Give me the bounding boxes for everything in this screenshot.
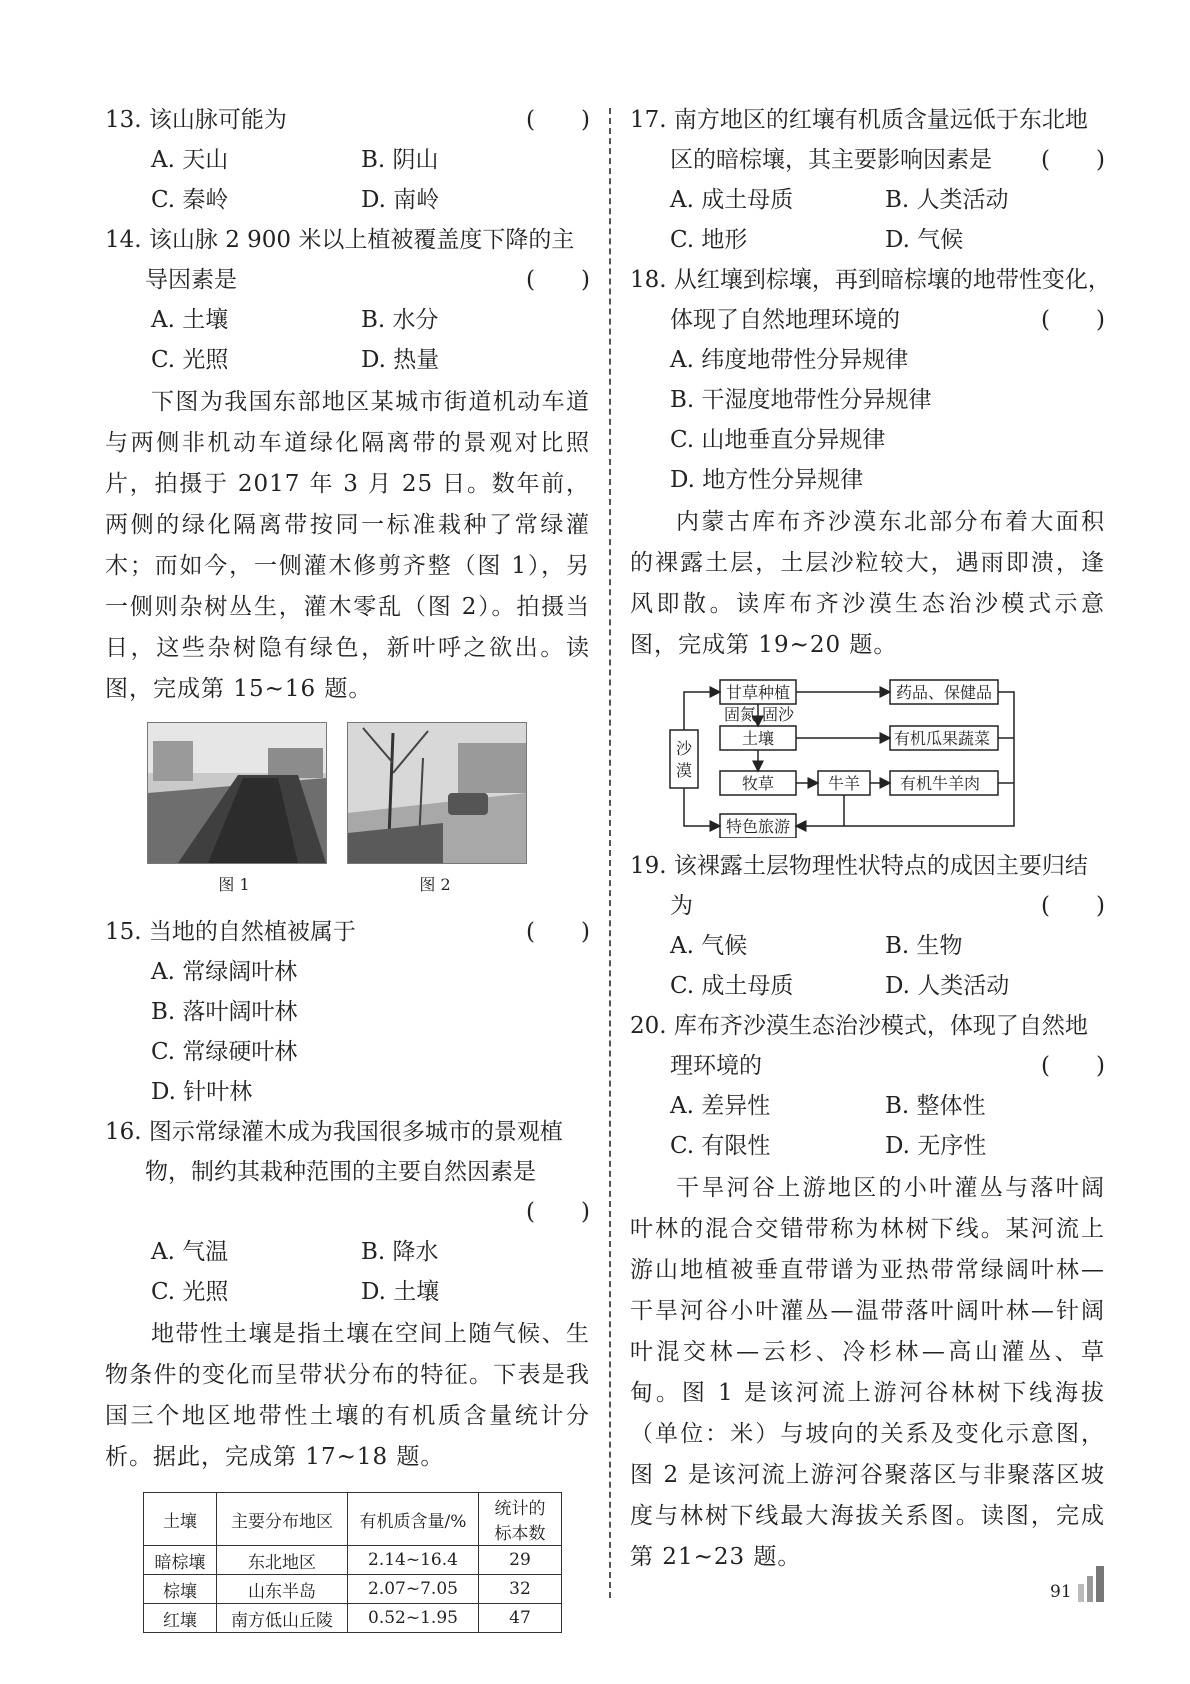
photo-figures: [105, 722, 590, 912]
q18-option: D. 地方性分异规律: [670, 467, 864, 493]
photo-1-hedge: [147, 722, 327, 864]
q18-option: C. 山地垂直分异规律: [670, 427, 886, 453]
passage-2: 地带性土壤是指土壤在空间上随气候、生物条件的变化而呈带状分布的特征。下表是我国三个地区地带性土壤的有机质含量统计分析。据此，完成第 17~18 题。: [105, 1321, 590, 1470]
meat-label: 有机牛羊肉: [900, 774, 981, 793]
desert-label: 沙: [676, 739, 693, 758]
q19-stem-cont: 为 ( ): [670, 893, 1105, 919]
q14-stem: 14. 该山脉 2 900 米以上植被覆盖度下降的主: [105, 227, 575, 253]
q15-option: A. 常绿阔叶林: [151, 959, 298, 985]
q19-options: A. 气候 B. 生物: [670, 933, 963, 959]
q13-options: A. 天山 B. 阴山: [151, 147, 439, 173]
right-column: [630, 100, 1111, 1578]
q17-options: A. 成土母质 B. 人类活动: [670, 187, 1009, 213]
q18-stem: 18. 从红壤到棕壤，再到暗棕壤的地带性变化，: [630, 267, 1111, 293]
soil-table: [143, 1492, 562, 1633]
figure-1-caption: 图 1: [218, 875, 250, 894]
table-header-row: 土壤 主要分布地区 有机质含量/% 统计的 标本数: [144, 1493, 562, 1546]
passage-1: 下图为我国东部地区某城市街道机动车道与两侧非机动车道绿化隔离带的景观对比照片，拍摄于 2017 年 3 月 25 日。数年前，两侧的绿化隔离带按同一标准栽种了常绿灌木；而如今，一侧灌木修剪齐整（图 1），另一侧则杂树丛生，灌木零乱（图 2）。拍摄当日，这些杂树隐有绿色，新叶呼之欲出。读图，完成第 15~16 题。: [105, 389, 590, 702]
desert-control-flow-diagram: [668, 678, 1038, 838]
column-divider: [609, 108, 611, 1598]
table-row: 棕壤 山东半岛 2.07~7.05 32: [144, 1575, 562, 1604]
q13-options: C. 秦岭 D. 南岭: [151, 187, 440, 213]
passage-3: 内蒙古库布齐沙漠东北部分布着大面积的裸露土层，土层沙粒较大，遇雨即溃，逢风即散。读库布齐沙漠生态治沙模式示意图，完成第 19~20 题。: [630, 509, 1105, 658]
q15-stem: 15. 当地的自然植被属于 ( ): [105, 919, 590, 945]
q15-option: D. 针叶林: [151, 1079, 253, 1105]
passage-4: 干旱河谷上游地区的小叶灌丛与落叶阔叶林的混合交错带称为林树下线。某河流上游山地植被垂直带谱为亚热带常绿阔叶林—干旱河谷小叶灌丛—温带落叶阔叶林—针阔叶混交林—云杉、冷杉林—高山灌丛、草甸。图 1 是该河流上游河谷林树下线海拔（单位：米）与坡向的关系及变化示意图，图 2 是该河流上游河谷聚落区与非聚落区坡度与林树下线最大海拔关系图。读图，完成第 21~23 题。: [630, 1175, 1105, 1570]
q19-options: C. 成土母质 D. 人类活动: [670, 973, 1010, 999]
q17-stem: 17. 南方地区的红壤有机质含量远低于东北地: [630, 107, 1088, 133]
q20-stem-cont: 理环境的 ( ): [670, 1053, 1105, 1079]
q15-option: C. 常绿硬叶林: [151, 1039, 298, 1065]
left-column: [105, 100, 590, 1633]
veg-label: 有机瓜果蔬菜: [894, 729, 991, 748]
q17-stem-cont: 区的暗棕壤，其主要影响因素是 ( ): [670, 147, 1105, 173]
photo-2-trees: [347, 722, 527, 864]
tourism-label: 特色旅游: [726, 817, 791, 836]
q14-options: A. 土壤 B. 水分: [151, 307, 439, 333]
q20-options: A. 差异性 B. 整体性: [670, 1093, 986, 1119]
figure-2-caption: 图 2: [419, 875, 451, 894]
fix-n-label: 固氮: [724, 705, 757, 724]
q16-options: C. 光照 D. 土壤: [151, 1279, 440, 1305]
q18-stem-cont: 体现了自然地理环境的 ( ): [670, 307, 1105, 333]
table-row: 暗棕壤 东北地区 2.14~16.4 29: [144, 1546, 562, 1575]
page-number: 91: [1050, 1582, 1072, 1602]
licorice-label: 甘草种植: [726, 683, 791, 702]
cattle-label: 牛羊: [828, 774, 861, 793]
table-row: 红壤 南方低山丘陵 0.52~1.95 47: [144, 1604, 562, 1633]
q18-option: A. 纬度地带性分异规律: [670, 347, 909, 373]
medicine-label: 药品、保健品: [896, 683, 993, 702]
q13-stem: 13. 该山脉可能为 ( ): [105, 107, 590, 133]
forage-label: 牧草: [742, 774, 775, 793]
fix-sand-label: 固沙: [762, 705, 795, 724]
q19-stem: 19. 该裸露土层物理性状特点的成因主要归结: [630, 853, 1088, 879]
q18-option: B. 干湿度地带性分异规律: [670, 387, 932, 413]
q16-paren-line: ( ): [526, 1199, 590, 1225]
soil-label: 土壤: [742, 729, 775, 748]
q14-stem-cont: 导因素是 ( ): [145, 267, 590, 293]
q16-options: A. 气温 B. 降水: [151, 1239, 439, 1265]
q16-stem: 16. 图示常绿灌木成为我国很多城市的景观植: [105, 1119, 563, 1145]
q20-options: C. 有限性 D. 无序性: [670, 1133, 987, 1159]
page-corner-bars-icon: [1076, 1562, 1110, 1602]
q17-options: C. 地形 D. 气候: [670, 227, 964, 253]
q20-stem: 20. 库布齐沙漠生态治沙模式，体现了自然地: [630, 1013, 1088, 1039]
q15-option: B. 落叶阔叶林: [151, 999, 298, 1025]
q14-options: C. 光照 D. 热量: [151, 347, 440, 373]
desert-label: 漠: [676, 761, 693, 780]
q16-stem-cont: 物，制约其栽种范围的主要自然因素是: [145, 1159, 536, 1185]
